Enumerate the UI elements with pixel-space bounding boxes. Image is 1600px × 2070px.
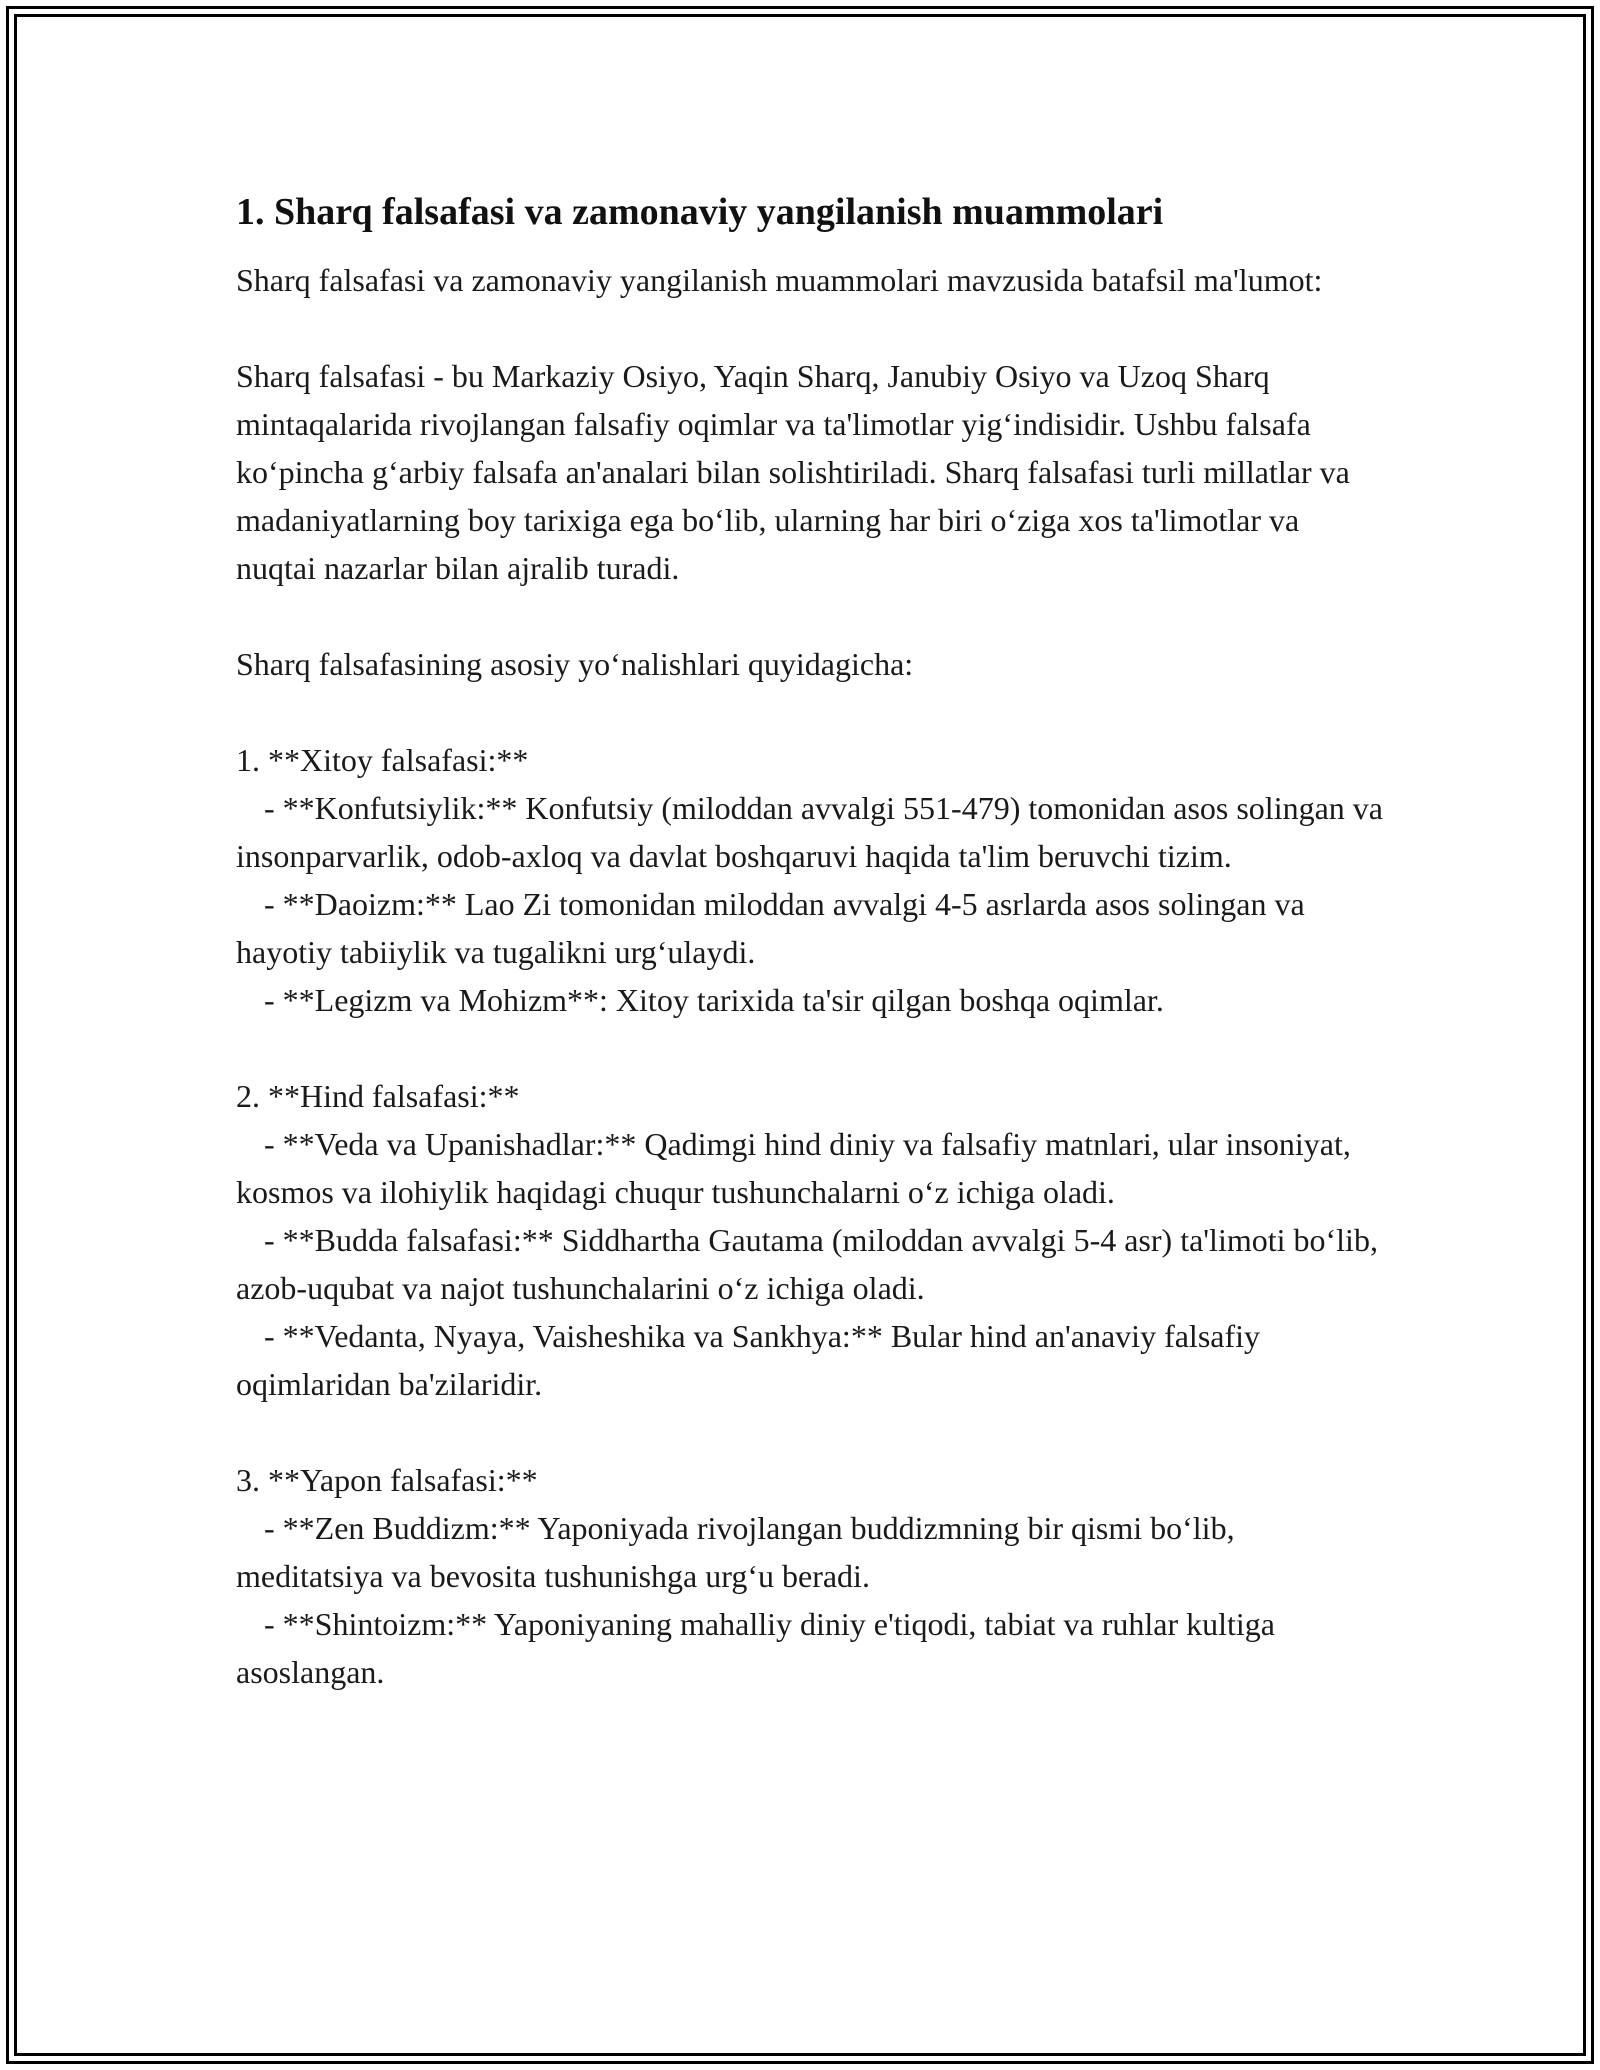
list-item (236, 784, 1386, 880)
list-intro: Sharq falsafasining asosiy yo‘nalishlari quyidagicha: (236, 646, 914, 682)
list-item-text: - **Legizm va Mohizm**: Xitoy tarixida ta'sir qilgan boshqa oqimlar. (264, 982, 1164, 1018)
list-item (236, 1216, 1386, 1312)
list-item (236, 1312, 1386, 1408)
list-item (236, 1600, 1386, 1696)
spacer (236, 1408, 1386, 1456)
list-item-text: - **Konfutsiylik:** Konfutsiy (miloddan avvalgi 551-479) tomonidan asos solingan va insonparvarlik, odob-axloq va davlat boshqaruvi haqida ta'lim beruvchi tizim. (236, 790, 1383, 874)
list-item (236, 1504, 1386, 1600)
list-item (236, 976, 1386, 1024)
spacer (236, 592, 1386, 640)
spacer (236, 1024, 1386, 1072)
list-item-text: - **Veda va Upanishadlar:** Qadimgi hind diniy va falsafiy matnlari, ular insoniyat, kosmos va ilohiylik haqidagi chuqur tushunchalarni o‘z ichiga oladi. (236, 1126, 1351, 1210)
spacer (236, 688, 1386, 736)
document-body (236, 188, 1386, 1696)
list-item (236, 880, 1386, 976)
section-indian-philosophy (236, 1072, 1386, 1408)
list-item-text: - **Shintoizm:** Yaponiyaning mahalliy diniy e'tiqodi, tabiat va ruhlar kultiga asoslangan. (236, 1606, 1275, 1690)
section-chinese-philosophy (236, 736, 1386, 1024)
list-item (236, 1120, 1386, 1216)
intro-paragraph: Sharq falsafasi va zamonaviy yangilanish muammolari mavzusida batafsil ma'lumot: (236, 262, 1323, 298)
list-item-text: - **Budda falsafasi:** Siddhartha Gautama (miloddan avvalgi 5-4 asr) ta'limoti bo‘lib, azob-uqubat va najot tushunchalarini o‘z ichiga oladi. (236, 1222, 1378, 1306)
list-item-text: - **Daoizm:** Lao Zi tomonidan miloddan avvalgi 4-5 asrlarda asos solingan va hayotiy tabiiylik va tugalikni urg‘ulaydi. (236, 886, 1305, 970)
list-item-text: - **Vedanta, Nyaya, Vaisheshika va Sankhya:** Bular hind an'anaviy falsafiy oqimlaridan ba'zilaridir. (236, 1318, 1261, 1402)
section-heading: 1. **Xitoy falsafasi:** (236, 742, 529, 778)
section-heading: 2. **Hind falsafasi:** (236, 1078, 520, 1114)
section-japanese-philosophy (236, 1456, 1386, 1696)
document-title: 1. Sharq falsafasi va zamonaviy yangilanish muammolari (236, 191, 1164, 233)
spacer (236, 304, 1386, 352)
overview-paragraph: Sharq falsafasi - bu Markaziy Osiyo, Yaqin Sharq, Janubiy Osiyo va Uzoq Sharq mintaqalarida rivojlangan falsafiy oqimlar va ta'limotlar yig‘indisidir. Ushbu falsafa ko‘pincha g‘arbiy falsafa an'analari bilan solishtiriladi. Sharq falsafasi turli millatlar va madaniyatlarning boy tarixiga ega bo‘lib, ularning har biri o‘ziga xos ta'limotlar va nuqtai nazarlar bilan ajralib turadi. (236, 358, 1358, 586)
section-heading: 3. **Yapon falsafasi:** (236, 1462, 538, 1498)
list-item-text: - **Zen Buddizm:** Yaponiyada rivojlangan buddizmning bir qismi bo‘lib, meditatsiya va bevosita tushunishga urg‘u beradi. (236, 1510, 1235, 1594)
